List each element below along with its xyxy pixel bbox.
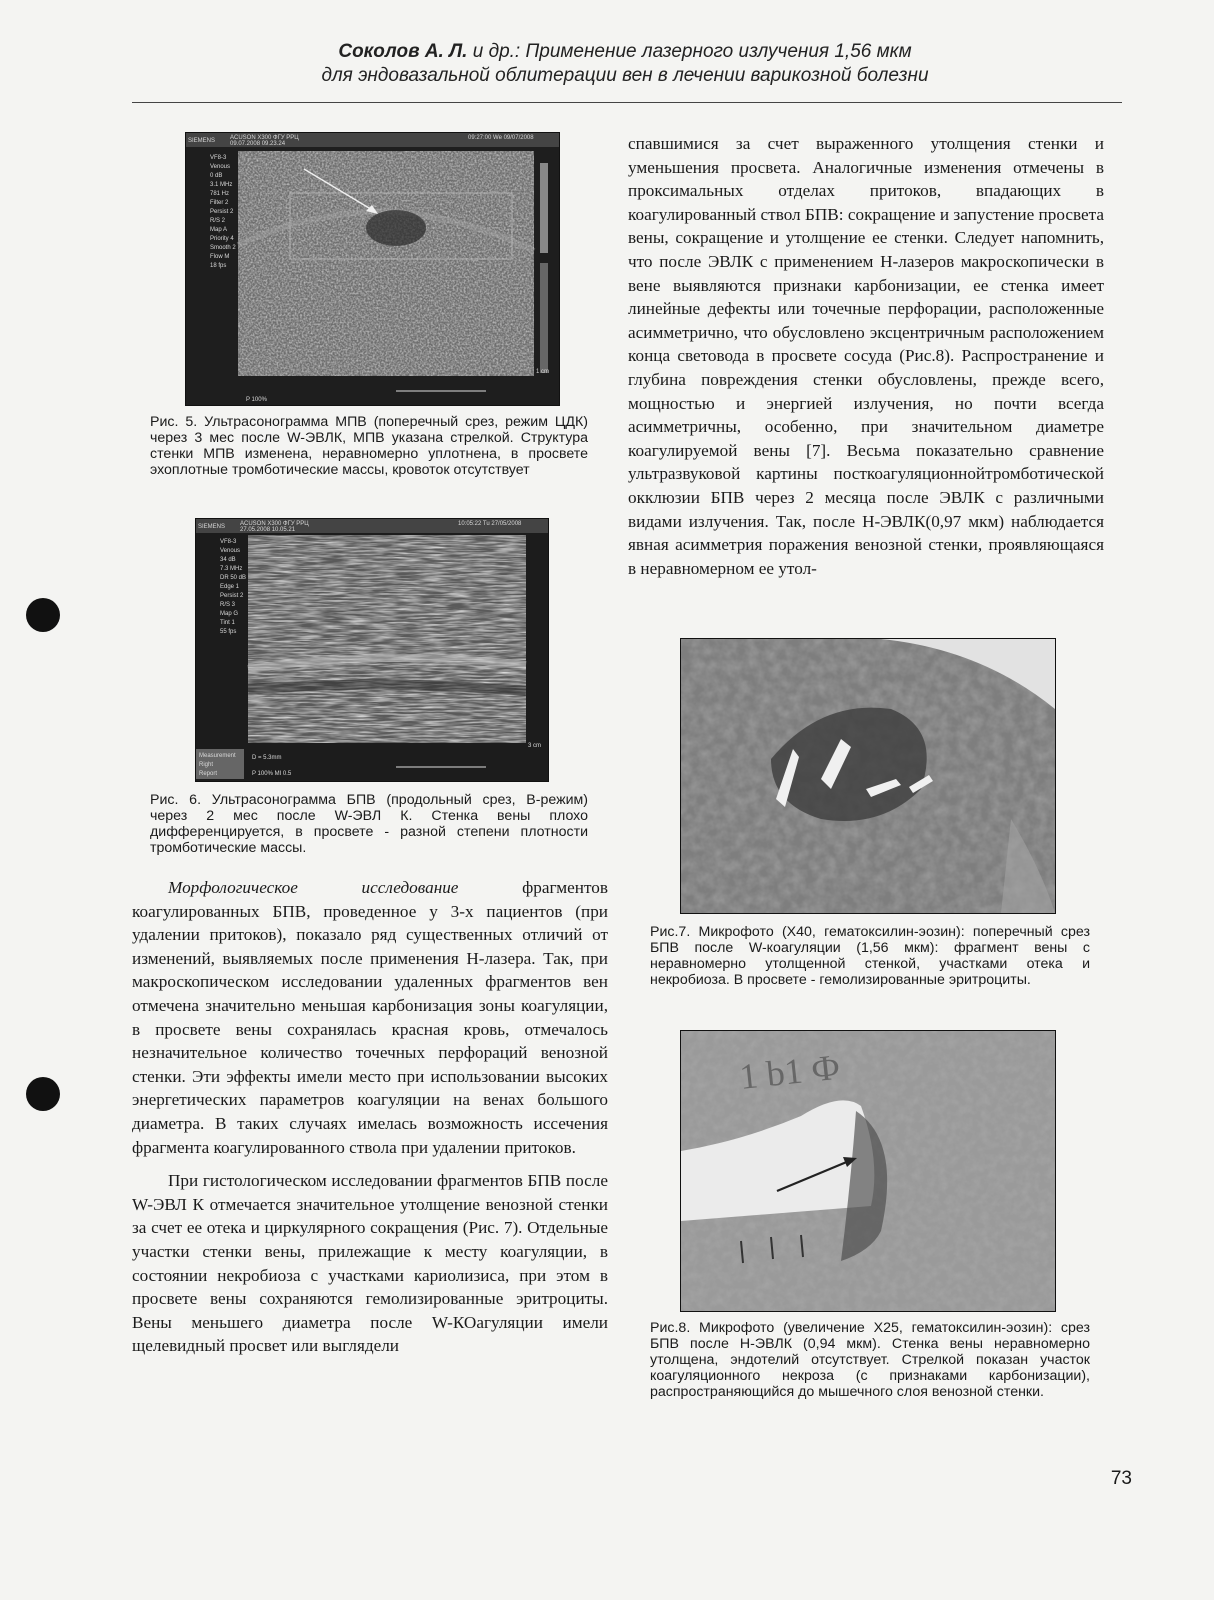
fig8-label: 1 b1 Ф [737, 1046, 842, 1097]
header-rule [132, 102, 1122, 103]
fig6-menu-report: Report [199, 771, 218, 777]
right-column-text [628, 132, 1104, 580]
svg-text:Smooth 2: Smooth 2 [210, 245, 236, 251]
punch-hole-top [26, 598, 60, 632]
fig6-scale: 3 cm [528, 743, 542, 749]
svg-text:VF8-3: VF8-3 [210, 155, 227, 161]
svg-text:7.3 MHz: 7.3 MHz [220, 566, 243, 572]
svg-text:Flow M: Flow M [210, 254, 230, 260]
svg-text:18 fps: 18 fps [210, 263, 227, 269]
fig6-footer: P 100% MI 0.5 [252, 771, 292, 777]
header-etal: и др.: [467, 41, 526, 62]
left-paragraph-1 [132, 876, 608, 1159]
svg-text:Venous: Venous [210, 164, 231, 170]
left-p1-italic: Морфологическое исследование [168, 878, 459, 897]
svg-text:3.1 MHz: 3.1 MHz [210, 182, 233, 188]
page-number: 73 [1110, 1468, 1132, 1489]
svg-text:55 fps: 55 fps [220, 629, 237, 635]
fig6-measure: D = 5.3mm [252, 755, 282, 761]
svg-text:34 dB: 34 dB [220, 557, 236, 563]
fig6-brand: SIEMENS [198, 524, 226, 530]
figure-7-micrograph [680, 638, 1056, 914]
svg-text:R/S 3: R/S 3 [220, 602, 236, 608]
figure-7-caption: Рис.7. Микрофото (Х40, гематоксилин-эозин): поперечный срез БПВ после W-коагуляции (1,56 мкм): фрагмент вены с неравномерно утолщенной стенкой, участками отека и некробиоза. В просвете - гемолизированные эритроциты. [650, 924, 1090, 988]
svg-text:0 dB: 0 dB [210, 173, 223, 179]
svg-text:Tint 1: Tint 1 [220, 620, 235, 626]
figure-8-caption: Рис.8. Микрофото (увеличение Х25, гематоксилин-эозин): срез БПВ после Н-ЭВЛК (0,94 мкм). Стенка вены неравномерно утолщена, эндотелий отсутствует. Стрелкой показан участок коагуляционного некроза (с признаками карбонизации), распространяющийся до мышечного слоя венозной стенки. [650, 1320, 1090, 1400]
fig6-menu-right: Right [199, 762, 214, 768]
figure-6-ultrasound [195, 518, 549, 782]
svg-text:Priority 4: Priority 4 [210, 236, 234, 242]
fig5-device: ACUSON X300 ФГУ РРЦ [230, 135, 299, 141]
fig6-device: ACUSON X300 ФГУ РРЦ [240, 521, 309, 527]
header-title-line1: Применение лазерного излучения 1,56 мкм [525, 41, 912, 62]
svg-text:R/S 2: R/S 2 [210, 218, 226, 224]
fig6-menu-measurement: Measurement [199, 753, 236, 759]
figure-5-ultrasound [185, 132, 560, 406]
figure-5-caption: Рис. 5. Ультрасонограмма МПВ (поперечный срез, режим ЦДК) через 3 мес после W-ЭВЛК, МПВ указана стрелкой. Структура стенки МПВ изменена, неравномерно уплотнена, в просвете эхоплотные тромботические массы, кровоток отсутствует [150, 414, 588, 478]
running-header [130, 40, 1120, 88]
svg-text:DR 50 dB: DR 50 dB [220, 575, 247, 581]
left-p1-body: фрагментов коагулированных БПВ, проведенное у 3-х пациентов (при удалении притоков), показало ряд существенных отличий от изменений, выявляемых после применения Н-лазера. Так, при макроскопическом исследовании удаленных фрагментов вен отмечена значительно меньшая карбонизация зоны коагуляции, в просвете вены сохранялась красная кровь, отмечалось незначительное количество точечных перфораций венозной стенки. Эти эффекты имели место при использовании высоких энергетических параметров коагуляции на венах большого диаметра. В таких случаях имелась возможность иссечения фрагмента коагулированного ствола при удалении притоков. [132, 878, 608, 1157]
left-paragraph-2: При гистологическом исследовании фрагментов БПВ после W-ЭВЛ К отмечается значительное утолщение венозной стенки за счет ее отека и циркулярного сокращения (Рис. 7). Отдельные участки стенки вены, прилежащие к месту коагуляции, в состоянии некробиоза с участками кариолизиса, при этом в просвете вены сохраняются гемолизированные эритроциты. Вены меньшего диаметра после W-КОагуляции имели щелевидный просвет или выглядели [132, 1171, 608, 1356]
figure-8-micrograph [680, 1030, 1056, 1312]
fig5-time: 09:27:00 We 09/07/2008 [468, 135, 534, 141]
figure-6-caption: Рис. 6. Ультрасонограмма БПВ (продольный срез, В-режим) через 2 мес после W-ЭВЛ К. Стенка вены плохо дифференцируется, в просвете - разной степени плотности тромботические массы. [150, 792, 588, 856]
punch-hole-bottom [26, 1077, 60, 1111]
svg-text:VF8-3: VF8-3 [220, 539, 237, 545]
svg-text:Map A: Map A [210, 227, 228, 233]
left-column-text [132, 876, 608, 1358]
svg-text:Persist 2: Persist 2 [220, 593, 244, 599]
svg-text:Filter 2: Filter 2 [210, 200, 229, 206]
svg-text:Edge 1: Edge 1 [220, 584, 240, 590]
fig5-scale: 1 cm [536, 369, 550, 375]
header-title-line2: для эндовазальной облитерации вен в лечении варикозной болезни [321, 65, 929, 86]
fig6-time: 10:05:22 Tu 27/05/2008 [458, 521, 522, 527]
fig6-date: 27.05.2008 10.05.21 [240, 527, 296, 533]
svg-text:781 Hz: 781 Hz [210, 191, 230, 197]
right-paragraph-1: спавшимися за счет выраженного утолщения стенки и уменьшения просвета. Аналогичные изменения отмечены в проксимальных отделах притоков, впадающих в коагулированный ствол БПВ: сокращение и запустение просвета вены, сокращение и утолщение ее стенки. Следует напомнить, что после ЭВЛК с применением Н-лазеров макроскопически в вене выявляются признаки карбонизации, ее стенка имеет линейные дефекты или точечные перфорации, расположенные асимметрично, что обусловлено эксцентричным расположением конца световода в просвете сосуда (Рис.8). Распространение и глубина повреждения стенки обусловлены, прежде всего, мощностью и энергией излучения, но почти всегда асимметричны, особенно, при значительном диаметре коагулируемой вены [7]. Весьма показательно сравнение ультразвуковой картины посткоагуляционнойтромботической окклюзии БПВ через 2 месяца после ЭВЛК с различными видами излучения. Так, после Н-ЭВЛК(0,97 мкм) наблюдается явная асимметрия поражения венозной стенки, проявляющаяся в неравномерном ее утол- [628, 134, 1104, 578]
fig5-date: 09.07.2008 09.23.24 [230, 141, 286, 147]
header-authors: Соколов А. Л. [338, 41, 468, 62]
svg-text:Map G: Map G [220, 611, 239, 617]
svg-text:Venous: Venous [220, 548, 241, 554]
fig5-footer: P 100% [246, 397, 267, 403]
svg-text:Persist 2: Persist 2 [210, 209, 234, 215]
fig5-brand: SIEMENS [188, 138, 216, 144]
